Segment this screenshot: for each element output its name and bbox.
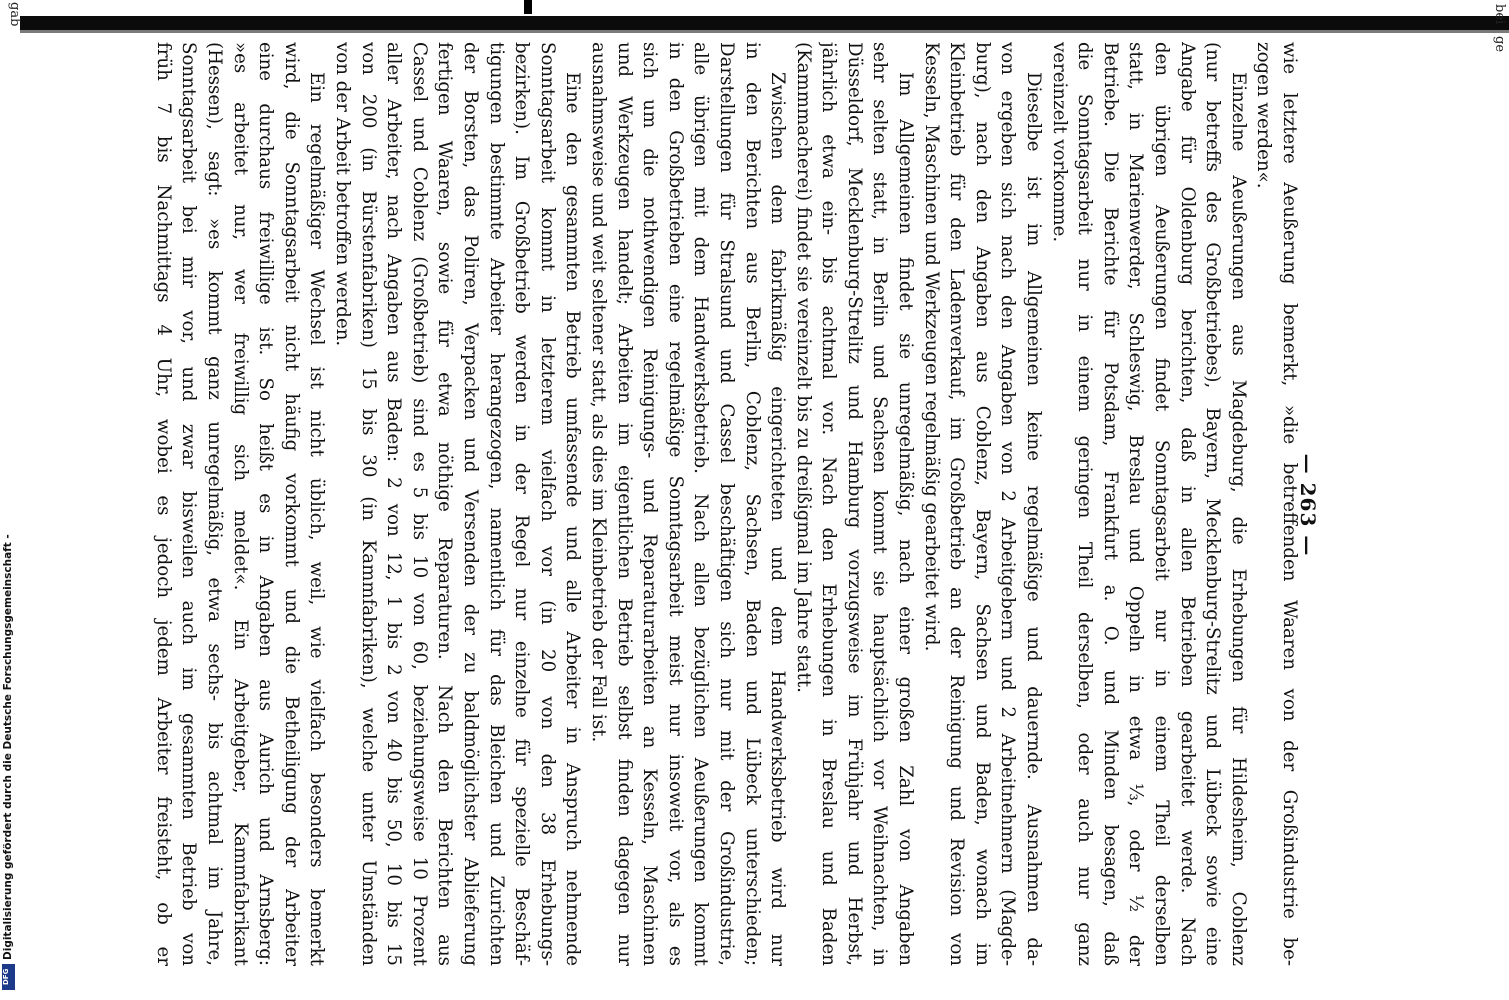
scan-edge-band xyxy=(20,16,1509,30)
text-line: alle übrigen mit dem Handwerksbetrieb. Nach allen bezüglichen Aeußerungen kommt xyxy=(690,42,712,966)
text-line: in den Berichten aus Berlin, Coblenz, Sachsen, Baden und Lübeck unterschieden; xyxy=(741,42,763,966)
text-line: Angabe für Oldenburg berichten, daß in allen Betrieben gearbeitet werde. Nach xyxy=(1176,42,1198,966)
text-line: Betriebe. Die Berichte für Potsdam, Frankfurt a. O. und Minden besagen, daß xyxy=(1099,42,1121,966)
text-line: Dieselbe ist im Allgemeinen keine regelmäßige und dauernde. Ausnahmen da- xyxy=(1023,72,1045,966)
text-line: die Sonntagsarbeit nur in einem geringen Theil derselben, oder auch nur ganz xyxy=(1074,42,1096,966)
text-line: der Borsten, das Poliren, Verpacken und Versenden der zu baldmöglichster Ablieferung xyxy=(460,42,481,966)
text-line: zogen werden«. xyxy=(1253,42,1275,189)
digitization-attribution: Digitalisierung gefördert durch die Deutsche Forschungsgemeinschaft - xyxy=(2,534,14,960)
text-line: tigungen bestimmte Arbeiter herangezogen, namentlich für das Bleichen und Zurichten xyxy=(485,42,507,966)
text-line: (nur betreffs des Großbetriebes), Bayern, Mecklenburg-Strelitz und Lübeck sowie eine xyxy=(1202,42,1224,966)
text-line: »es arbeitet nur, wer freiwillig sich meldet«. Ein Arbeitgeber, Kammfabrikant xyxy=(229,42,251,966)
text-line: fertigen Waaren, sowie für etwa nöthige Reparaturen. Nach den Berichten aus xyxy=(434,42,456,966)
page-fragment-right-mid: ge xyxy=(1492,36,1507,53)
text-line: (Hessen), sagt: »es kommt ganz unregelmäßig, etwa sechs- bis achtmal im Jahre, xyxy=(204,42,226,966)
text-line: Kleinbetrieb für den Ladenverkauf, im Großbetrieb an der Reinigung und Revision von xyxy=(946,42,968,966)
text-line: in den Großbetrieben eine regelmäßige Sonntagsarbeit meist nur insoweit vor, als es xyxy=(664,42,686,966)
text-line: Im Allgemeinen findet sie unregelmäßig, nach einer großen Zahl von Angaben xyxy=(895,72,917,966)
scan-edge-shadow xyxy=(20,30,1509,33)
text-line: burg), nach den Angaben aus Coblenz, Bayern, Sachsen und Baden, wonach im xyxy=(971,42,993,966)
page-fragment-left: gab xyxy=(7,2,22,27)
page-fragment-right-top: bei xyxy=(1492,4,1507,25)
text-line: früh 7 bis Nachmittags 4 Uhr, wobei es jedoch jedem Arbeiter freisteht, ob er xyxy=(152,42,174,966)
text-line: Kesseln, Maschinen und Werkzeugen regelmäßig gearbeitet wird. xyxy=(920,42,942,652)
text-line: jährlich etwa ein- bis achtmal vor. Nach den Erhebungen in Breslau und Baden xyxy=(818,42,840,966)
text-line: sich um die nothwendigen Reinigungs- und Reparaturarbeiten an Kesseln, Maschinen xyxy=(639,42,661,966)
text-line: und Werkzeugen handelt; Arbeiten im eigentlichen Betrieb selbst finden dagegen nur xyxy=(613,42,635,966)
text-line: Zwischen dem fabrikmäßig eingerichteten und dem Handwerksbetrieb wird nur xyxy=(767,72,789,966)
text-line: Sonntagsarbeit kommt in letzterem vielfach vor (in 20 von den 38 Erhebungs- xyxy=(536,42,558,966)
text-line: den übrigen Aeußerungen findet Sonntagsarbeit nur in einem Theil derselben xyxy=(1151,42,1173,966)
text-line: statt, in Marienwerder, Schleswig, Breslau und Oppeln in etwa ⅓, oder ½ der xyxy=(1125,42,1147,966)
text-line: Düsseldorf, Mecklenburg-Strelitz und Hamburg vorzugsweise im Frühjahr und Herbst, xyxy=(843,42,865,966)
text-line: aller Arbeiter, nach Angaben aus Baden: 2 von 12, 1 bis 2 von 40 bis 50, 10 bis 15 xyxy=(383,42,405,966)
text-line: Ein regelmäßiger Wechsel ist nicht üblich, weil, wie vielfach besonders bemerkt xyxy=(306,72,328,966)
dfg-logo: DFG xyxy=(2,964,15,990)
text-line: ausnahmsweise und weit seltener statt, als dies im Kleinbetrieb der Fall ist. xyxy=(587,42,609,743)
text-line: sehr selten statt, in Berlin und Sachsen kommt sie hauptsächlich vor Weihnachten, in xyxy=(869,42,891,966)
text-line: vereinzelt vorkomme. xyxy=(1048,42,1070,243)
text-line: (Kammmacherei) findet sie vereinzelt bis zu dreißigmal im Jahre statt. xyxy=(792,42,814,693)
text-line: Eine den gesammten Betrieb umfassende und alle Arbeiter in Anspruch nehmende xyxy=(562,72,584,966)
text-line: wird, die Sonntagsarbeit nicht häufig vorkommt und die Betheiligung der Arbeiter xyxy=(280,42,302,966)
text-line: Darstellungen für Stralsund und Cassel beschäftigen sich nur mit der Großindustrie, xyxy=(715,42,737,966)
text-line: wie letztere Aeußerung bemerkt, »die betreffenden Waaren von der Großindustrie be- xyxy=(1279,42,1300,966)
text-line: von ergeben sich nach den Angaben von 2 Arbeitgebern und 2 Arbeitnehmern (Magde- xyxy=(997,42,1019,966)
body-text xyxy=(150,42,1302,966)
text-line: von 200 (in Bürstenfabriken) 15 bis 30 (in Kammfabriken), welche unter Umständen xyxy=(357,42,379,966)
text-line: Einzelne Aeußerungen aus Magdeburg, die Erhebungen für Hildesheim, Coblenz xyxy=(1227,72,1249,966)
text-line: Sonntagsarbeit bei mir vor, und zwar bisweilen auch im gesammten Betrieb von xyxy=(178,42,200,966)
text-line: bezirken). Im Großbetrieb werden in der Regel nur einzelne für spezielle Beschäf- xyxy=(511,42,533,966)
text-line: von der Arbeit betroffen werden. xyxy=(332,42,354,347)
rotated-document-page xyxy=(10,40,1350,970)
page-number: — 263 — xyxy=(1296,453,1320,557)
scan-corner-mark xyxy=(524,0,532,14)
text-line: eine durchaus freiwillige ist. So heißt es in Angaben aus Aurich und Arnsberg: xyxy=(255,42,277,966)
text-line: Cassel und Coblenz (Großbetrieb) sind es 5 bis 10 von 60, beziehungsweise 10 Prozent xyxy=(408,42,430,966)
